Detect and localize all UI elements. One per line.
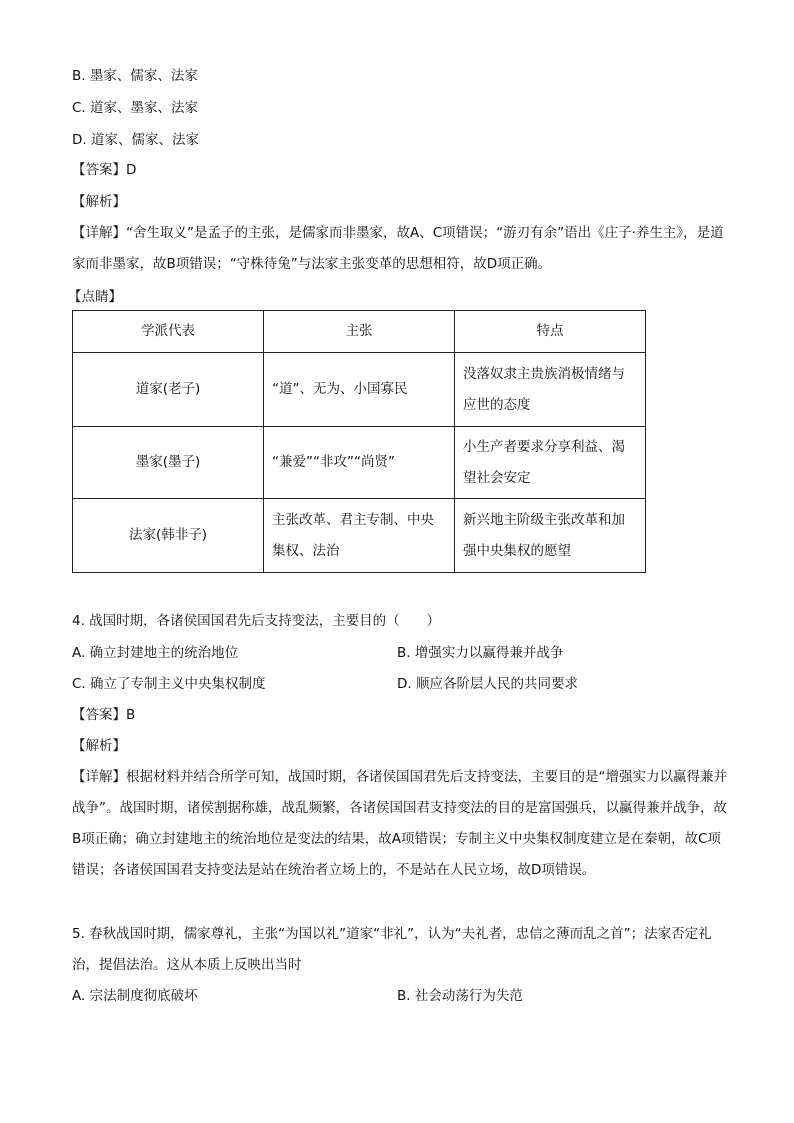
q4-option-a: A. 确立封建地主的统治地位 <box>72 645 239 661</box>
q5-option-b: B. 社会动荡行为失范 <box>397 988 523 1004</box>
table-cell: 法家(韩非子) <box>73 499 264 573</box>
q4-option-b: B. 增强实力以赢得兼并战争 <box>397 645 564 661</box>
q4-stem: 4. 战国时期，各诸侯国国君先后支持变法，主要目的（ ） <box>72 613 441 629</box>
q3-option-d: D. 道家、儒家、法家 <box>72 132 199 148</box>
q5-stem: 5. 春秋战国时期，儒家尊礼，主张“为国以礼”道家“非礼”，认为“夫礼者，忠信之薄而乱之首”；法家否定礼治，提倡法治。这从本质上反映出当时 <box>72 926 712 973</box>
table-cell: 主张改革、君主专制、中央集权、法治 <box>264 499 455 573</box>
q4-analysis-label: 【解析】 <box>72 738 126 754</box>
table-cell: 新兴地主阶级主张改革和加强中央集权的愿望 <box>455 499 646 573</box>
table-row <box>73 353 646 427</box>
q4-option-d: D. 顺应各阶层人民的共同要求 <box>397 676 578 692</box>
table-header-cell: 学派代表 <box>73 311 264 353</box>
table-cell: “兼爱”“非攻”“尚贤” <box>264 427 455 499</box>
school-comparison-table <box>72 310 646 573</box>
table-header-cell: 特点 <box>455 311 646 353</box>
q3-option-b: B. 墨家、儒家、法家 <box>72 68 198 84</box>
q3-answer: 【答案】D <box>72 162 137 178</box>
q3-analysis-label: 【解析】 <box>72 194 126 210</box>
q3-option-c: C. 道家、墨家、法家 <box>72 100 199 116</box>
q4-answer: 【答案】B <box>72 707 136 723</box>
table-cell: 小生产者要求分享利益、渴望社会安定 <box>455 427 646 499</box>
q4-detail: 【详解】根据材料并结合所学可知，战国时期，各诸侯国国君先后支持变法，主要目的是“增强实力以赢得兼并战争”。战国时期，诸侯割据称雄，战乱频繁，各诸侯国国君支持变法的目的是富国强兵，以赢得兼并战争，故B项正确；确立封建地主的统治地位是变法的结果，故A项错误；专制主义中央集权制度建立是在秦朝，故C项错误；各诸侯国国君支持变法是站在统治者立场上的，不是站在人民立场，故D项错误。 <box>72 769 727 878</box>
table-row <box>73 427 646 499</box>
q4-option-c: C. 确立了专制主义中央集权制度 <box>72 676 266 692</box>
table-header-row <box>73 311 646 353</box>
table-row <box>73 499 646 573</box>
q3-dianjing-label: 【点睛】 <box>68 289 122 305</box>
table-cell: 没落奴隶主贵族消极情绪与应世的态度 <box>455 353 646 427</box>
q3-detail: 【详解】“舍生取义”是孟子的主张，是儒家而非墨家，故A、C项错误；“游刃有余”语出《庄子·养生主》，是道家而非墨家，故B项错误；“守株待兔”与法家主张变革的思想相符，故D项正确。 <box>72 225 724 272</box>
q5-option-a: A. 宗法制度彻底破坏 <box>72 988 198 1004</box>
table-cell: 道家(老子) <box>73 353 264 427</box>
table-header-cell: 主张 <box>264 311 455 353</box>
table-cell: 墨家(墨子) <box>73 427 264 499</box>
table-cell: “道”、无为、小国寡民 <box>264 353 455 427</box>
